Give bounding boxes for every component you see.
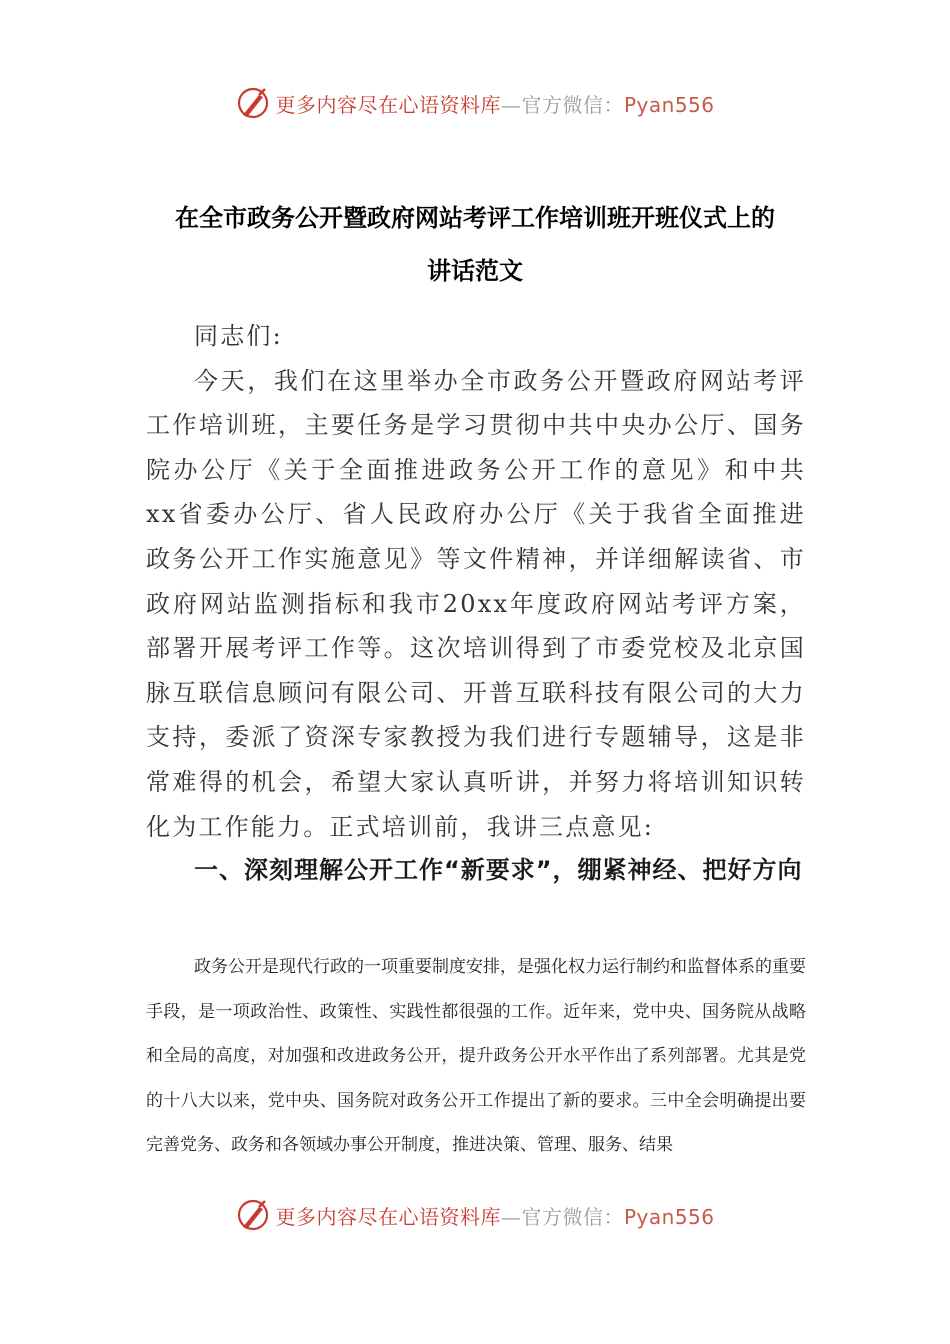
pen-logo-icon (235, 85, 271, 121)
watermark-dash: — (500, 1204, 522, 1229)
top-watermark-banner (0, 83, 950, 123)
section-1-heading: 一、深刻理解公开工作“新要求”，绷紧神经、把好方向 (194, 856, 803, 884)
document-body (146, 314, 806, 849)
watermark-text (275, 89, 714, 118)
section-1-paragraph: 政务公开是现代行政的一项重要制度安排，是强化权力运行制约和监督体系的重要手段，是一项政治性、政策性、实践性都很强的工作。近年来，党中央、国务院从战略和全局的高度，对加强和改进政务公开，提升政务公开水平作出了系列部署。尤其是党的十八大以来，党中央、国务院对政务公开工作提出了新的要求。三中全会明确提出要完善党务、政务和各领域办事公开制度，推进决策、管理、服务、结果 (146, 957, 806, 1156)
document-title-line2: 讲话范文 (427, 256, 523, 285)
watermark-wechat-label: 官方微信： (521, 1204, 624, 1229)
watermark-wechat-id: Pyan556 (623, 1204, 715, 1229)
watermark-wechat-id: Pyan556 (623, 92, 715, 117)
salutation: 同志们: (194, 322, 283, 350)
watermark-wechat-label: 官方微信： (521, 92, 624, 117)
bottom-watermark-banner (0, 1195, 950, 1235)
pen-logo-icon (235, 1197, 271, 1233)
watermark-dash: — (500, 92, 522, 117)
document-title-line1: 在全市政务公开暨政府网站考评工作培训班开班仪式上的 (175, 203, 775, 232)
watermark-text (275, 1201, 714, 1230)
paragraph-1: 今天，我们在这里举办全市政务公开暨政府网站考评工作培训班，主要任务是学习贯彻中共中央办公厅、国务院办公厅《关于全面推进政务公开工作的意见》和中共xx省委办公厅、省人民政府办公厅《关于我省全面推进政务公开工作实施意见》等文件精神，并详细解读省、市政府网站监测指标和我市20xx年度政府网站考评方案，部署开展考评工作等。这次培训得到了市委党校及北京国脉互联信息顾问有限公司、开普互联科技有限公司的大力支持，委派了资深专家教授为我们进行专题辅导，这是非常难得的机会，希望大家认真听讲，并努力将培训知识转化为工作能力。正式培训前，我讲三点意见: (146, 366, 806, 841)
watermark-main: 更多内容尽在心语资料库 (275, 1204, 501, 1229)
watermark-main: 更多内容尽在心语资料库 (275, 92, 501, 117)
